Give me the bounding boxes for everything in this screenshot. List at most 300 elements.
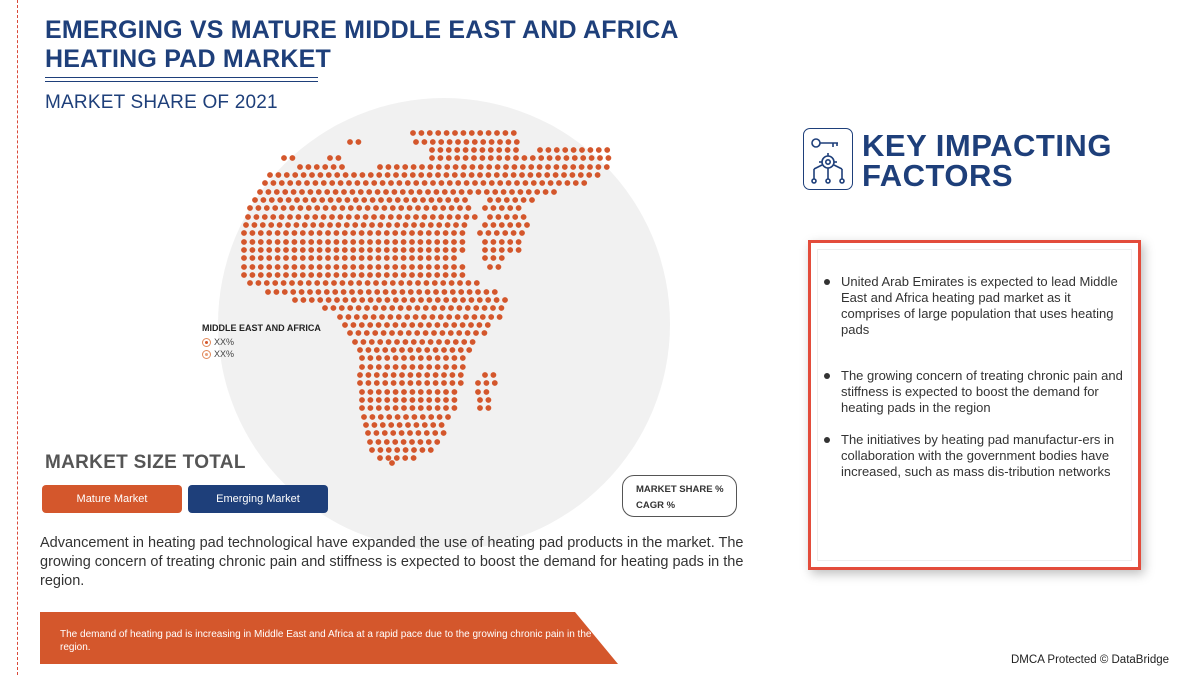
map-dot (283, 264, 289, 270)
map-dot (423, 305, 429, 311)
mature-market-button[interactable]: Mature Market (42, 485, 182, 513)
map-dot (350, 272, 356, 278)
map-dot (443, 239, 449, 245)
map-dot (367, 247, 373, 253)
map-dot (497, 314, 503, 320)
map-dot (359, 272, 365, 278)
map-dot (380, 180, 386, 186)
map-dot (484, 380, 490, 386)
map-dot (325, 247, 331, 253)
map-dot (401, 364, 407, 370)
map-dot (466, 347, 472, 353)
map-dot (520, 164, 526, 170)
map-dot (410, 405, 416, 411)
map-dot (277, 222, 283, 228)
map-dot (262, 180, 268, 186)
map-dot (374, 380, 380, 386)
map-dot (499, 247, 505, 253)
map-dot (323, 205, 329, 211)
map-dot (321, 214, 327, 220)
map-dot (378, 414, 384, 420)
map-dot (523, 180, 529, 186)
map-dot (368, 297, 374, 303)
map-dot (499, 239, 505, 245)
map-dot (384, 255, 390, 261)
map-dot (317, 255, 323, 261)
map-dot (417, 189, 423, 195)
map-dot (266, 264, 272, 270)
map-dot (460, 247, 466, 253)
map-dot (433, 289, 439, 295)
map-dot (393, 322, 399, 328)
map-dot (426, 355, 432, 361)
map-dot (426, 364, 432, 370)
map-dot (386, 414, 392, 420)
map-dot (431, 330, 437, 336)
map-dot (451, 272, 457, 278)
map-dot (369, 222, 375, 228)
map-dot (460, 272, 466, 278)
map-dot (443, 364, 449, 370)
map-dot (420, 197, 426, 203)
map-dot (384, 389, 390, 395)
map-dot (467, 189, 473, 195)
map-dot (531, 180, 537, 186)
map-dot (502, 230, 508, 236)
map-dot (292, 264, 298, 270)
map-dot (384, 322, 390, 328)
map-dot (472, 314, 478, 320)
map-dot (436, 339, 442, 345)
map-dot (401, 230, 407, 236)
map-dot (401, 397, 407, 403)
map-dot (484, 189, 490, 195)
map-dot (497, 180, 503, 186)
map-dot (460, 322, 466, 328)
map-dot (300, 239, 306, 245)
map-dot (377, 164, 383, 170)
map-dot (418, 322, 424, 328)
map-dot (374, 430, 380, 436)
map-dot (416, 289, 422, 295)
map-dot (440, 205, 446, 211)
map-dot (480, 155, 486, 161)
map-dot (252, 197, 258, 203)
map-dot (275, 255, 281, 261)
map-dot (422, 422, 428, 428)
map-dot (282, 189, 288, 195)
map-dot (358, 289, 364, 295)
map-dot (496, 155, 502, 161)
map-dot (350, 264, 356, 270)
map-dot (428, 222, 434, 228)
map-dot (331, 305, 337, 311)
map-dot (395, 197, 401, 203)
map-dot (313, 180, 319, 186)
map-dot (258, 264, 264, 270)
map-dot (354, 214, 360, 220)
map-dot (426, 239, 432, 245)
map-dot (452, 364, 458, 370)
map-dot (415, 205, 421, 211)
map-dot (521, 214, 527, 220)
map-dot (460, 364, 466, 370)
emerging-market-button[interactable]: Emerging Market (188, 485, 328, 513)
map-dot (285, 222, 291, 228)
map-dot (274, 189, 280, 195)
map-dot (604, 164, 610, 170)
map-dot (348, 280, 354, 286)
map-dot (367, 264, 373, 270)
map-dot (411, 339, 417, 345)
map-dot (334, 255, 340, 261)
map-dot (274, 289, 280, 295)
map-dot (458, 380, 464, 386)
map-dot (357, 380, 363, 386)
map-dot (365, 205, 371, 211)
map-dot (512, 197, 518, 203)
map-dot (351, 172, 357, 178)
map-dot (279, 180, 285, 186)
map-dot (460, 264, 466, 270)
map-dot (403, 222, 409, 228)
map-dot (378, 197, 384, 203)
map-dot (390, 430, 396, 436)
map-dot (447, 214, 453, 220)
map-dot (554, 147, 560, 153)
map-dot (492, 289, 498, 295)
map-dot (266, 247, 272, 253)
map-dot (376, 239, 382, 245)
map-dot (334, 272, 340, 278)
factor-item (824, 368, 1124, 416)
map-dot (384, 247, 390, 253)
map-dot (256, 280, 262, 286)
map-dot (458, 347, 464, 353)
map-dot (317, 247, 323, 253)
map-dot (301, 297, 307, 303)
map-dot (413, 214, 419, 220)
map-dot (287, 214, 293, 220)
map-dot (376, 264, 382, 270)
map-dot (469, 130, 475, 136)
map-dot (555, 155, 561, 161)
map-dot (499, 305, 505, 311)
map-dot (439, 180, 445, 186)
map-dot (292, 297, 298, 303)
key-factors-title-line1: KEY IMPACTING (862, 128, 1112, 163)
map-dot (396, 214, 402, 220)
map-dot (454, 147, 460, 153)
map-dot (411, 447, 417, 453)
map-dot (467, 289, 473, 295)
map-dot (415, 305, 421, 311)
map-dot (359, 397, 365, 403)
map-dot (366, 380, 372, 386)
map-dot (402, 172, 408, 178)
map-dot (374, 289, 380, 295)
map-dot (367, 272, 373, 278)
map-dot (470, 164, 476, 170)
map-dot (260, 222, 266, 228)
map-dot (410, 397, 416, 403)
map-dot (361, 414, 367, 420)
map-dot (443, 397, 449, 403)
map-dot (562, 164, 568, 170)
map-dot (461, 130, 467, 136)
map-dot (243, 222, 249, 228)
map-dot (389, 330, 395, 336)
map-dot (451, 230, 457, 236)
map-dot (325, 264, 331, 270)
map-dot (519, 230, 525, 236)
map-dot (494, 172, 500, 178)
map-dot (369, 447, 375, 453)
map-dot (308, 264, 314, 270)
map-dot (468, 322, 474, 328)
map-dot (394, 455, 400, 461)
map-dot (346, 314, 352, 320)
map-dot (363, 214, 369, 220)
map-dot (317, 264, 323, 270)
map-dot (356, 280, 362, 286)
map-dot (571, 147, 577, 153)
map-dot (418, 272, 424, 278)
map-dot (433, 380, 439, 386)
map-dot (497, 139, 503, 145)
map-dot (392, 272, 398, 278)
map-dot (509, 189, 515, 195)
map-dot (460, 230, 466, 236)
map-dot (443, 272, 449, 278)
map-dot (258, 255, 264, 261)
map-dot (258, 272, 264, 278)
map-dot (466, 280, 472, 286)
map-dot (507, 247, 513, 253)
map-dot (372, 422, 378, 428)
map-dot (410, 297, 416, 303)
map-dot (489, 139, 495, 145)
map-dot (369, 339, 375, 345)
map-dot (368, 405, 374, 411)
map-dot (401, 389, 407, 395)
map-dot (397, 422, 403, 428)
map-dot (457, 305, 463, 311)
map-dot (364, 305, 370, 311)
map-dot (374, 372, 380, 378)
map-dot (277, 197, 283, 203)
map-dot (292, 272, 298, 278)
map-dot (443, 322, 449, 328)
map-dot (343, 172, 349, 178)
map-dot (514, 180, 520, 186)
map-dot (292, 230, 298, 236)
map-dot (331, 280, 337, 286)
map-dot (463, 155, 469, 161)
map-dot (336, 222, 342, 228)
map-dot (394, 164, 400, 170)
map-dot (477, 405, 483, 411)
map-dot (257, 189, 263, 195)
map-dot (317, 230, 323, 236)
map-dot (428, 164, 434, 170)
map-dot (491, 372, 497, 378)
map-dot (266, 272, 272, 278)
map-dot (447, 139, 453, 145)
map-dot (270, 214, 276, 220)
map-dot (403, 197, 409, 203)
map-dot (504, 214, 510, 220)
map-dot (361, 222, 367, 228)
map-dot (319, 222, 325, 228)
map-dot (245, 214, 251, 220)
map-dot (426, 247, 432, 253)
map-dot (438, 147, 444, 153)
map-dot (341, 289, 347, 295)
map-dot (451, 255, 457, 261)
map-dot (347, 139, 353, 145)
map-dot (435, 172, 441, 178)
map-dot (499, 255, 505, 261)
key-gear-icon-graphic (804, 129, 852, 189)
map-dot (332, 289, 338, 295)
metrics-box (622, 475, 737, 517)
legend-title: MIDDLE EAST AND AFRICA (202, 323, 321, 333)
map-dot (441, 347, 447, 353)
map-dot (455, 214, 461, 220)
map-dot (306, 205, 312, 211)
map-dot (430, 214, 436, 220)
map-dot (486, 164, 492, 170)
map-dot (376, 389, 382, 395)
map-dot (380, 422, 386, 428)
map-dot (342, 239, 348, 245)
key-factors-title (862, 128, 1112, 193)
map-dot (363, 180, 369, 186)
map-dot (308, 230, 314, 236)
map-dot (420, 447, 426, 453)
map-dot (418, 355, 424, 361)
map-dot (241, 272, 247, 278)
map-dot (347, 305, 353, 311)
map-dot (401, 264, 407, 270)
map-dot (342, 247, 348, 253)
map-dot (409, 439, 415, 445)
map-dot (543, 189, 549, 195)
map-dot (324, 189, 330, 195)
map-dot (299, 289, 305, 295)
map-dot (440, 330, 446, 336)
map-dot (473, 330, 479, 336)
map-dot (289, 205, 295, 211)
map-dot (275, 230, 281, 236)
map-dot (381, 305, 387, 311)
map-dot (409, 230, 415, 236)
map-dot (333, 189, 339, 195)
map-dot (359, 355, 365, 361)
map-dot (384, 439, 390, 445)
map-dot (457, 205, 463, 211)
map-dot (475, 289, 481, 295)
map-dot (418, 364, 424, 370)
map-dot (327, 155, 333, 161)
map-dot (356, 330, 362, 336)
map-dot (410, 130, 416, 136)
map-dot (511, 230, 517, 236)
map-dot (359, 297, 365, 303)
map-dot (365, 280, 371, 286)
map-dot (430, 139, 436, 145)
map-dot (460, 297, 466, 303)
map-dot (314, 280, 320, 286)
map-dot (434, 255, 440, 261)
map-dot (419, 130, 425, 136)
map-dot (300, 264, 306, 270)
map-dot (283, 247, 289, 253)
map-dot (420, 414, 426, 420)
factor-item (824, 432, 1124, 480)
map-dot (445, 339, 451, 345)
map-dot (399, 380, 405, 386)
map-dot (416, 430, 422, 436)
map-dot (384, 272, 390, 278)
map-dot (443, 247, 449, 253)
map-dot (529, 197, 535, 203)
map-dot (465, 330, 471, 336)
map-dot (410, 364, 416, 370)
map-dot (547, 155, 553, 161)
map-dot (534, 189, 540, 195)
map-dot (422, 139, 428, 145)
map-dot (366, 289, 372, 295)
map-dot (384, 239, 390, 245)
map-dot (418, 297, 424, 303)
map-dot (334, 172, 340, 178)
map-dot (454, 155, 460, 161)
map-dot (254, 214, 260, 220)
map-dot (401, 247, 407, 253)
map-dot (250, 230, 256, 236)
map-dot (414, 330, 420, 336)
map-dot (503, 164, 509, 170)
map-dot (406, 305, 412, 311)
map-dot (482, 205, 488, 211)
map-dot (359, 322, 365, 328)
map-dot (482, 330, 488, 336)
map-dot (453, 339, 459, 345)
map-dot (454, 197, 460, 203)
page-title: EMERGING VS MATURE MIDDLE EAST AND AFRICA HEATING PAD MARKET (45, 16, 678, 73)
map-legend (202, 323, 321, 361)
map-dot (546, 147, 552, 153)
map-dot (455, 180, 461, 186)
map-dot (434, 247, 440, 253)
map-dot (395, 414, 401, 420)
map-dot (256, 205, 262, 211)
map-dot (342, 255, 348, 261)
legend-marker-icon (202, 338, 211, 347)
map-dot (392, 239, 398, 245)
map-dot (385, 172, 391, 178)
map-dot (271, 180, 277, 186)
map-dot (371, 214, 377, 220)
map-dot (418, 264, 424, 270)
map-dot (481, 180, 487, 186)
map-dot (410, 389, 416, 395)
map-dot (471, 155, 477, 161)
map-dot (430, 422, 436, 428)
map-dot (376, 355, 382, 361)
